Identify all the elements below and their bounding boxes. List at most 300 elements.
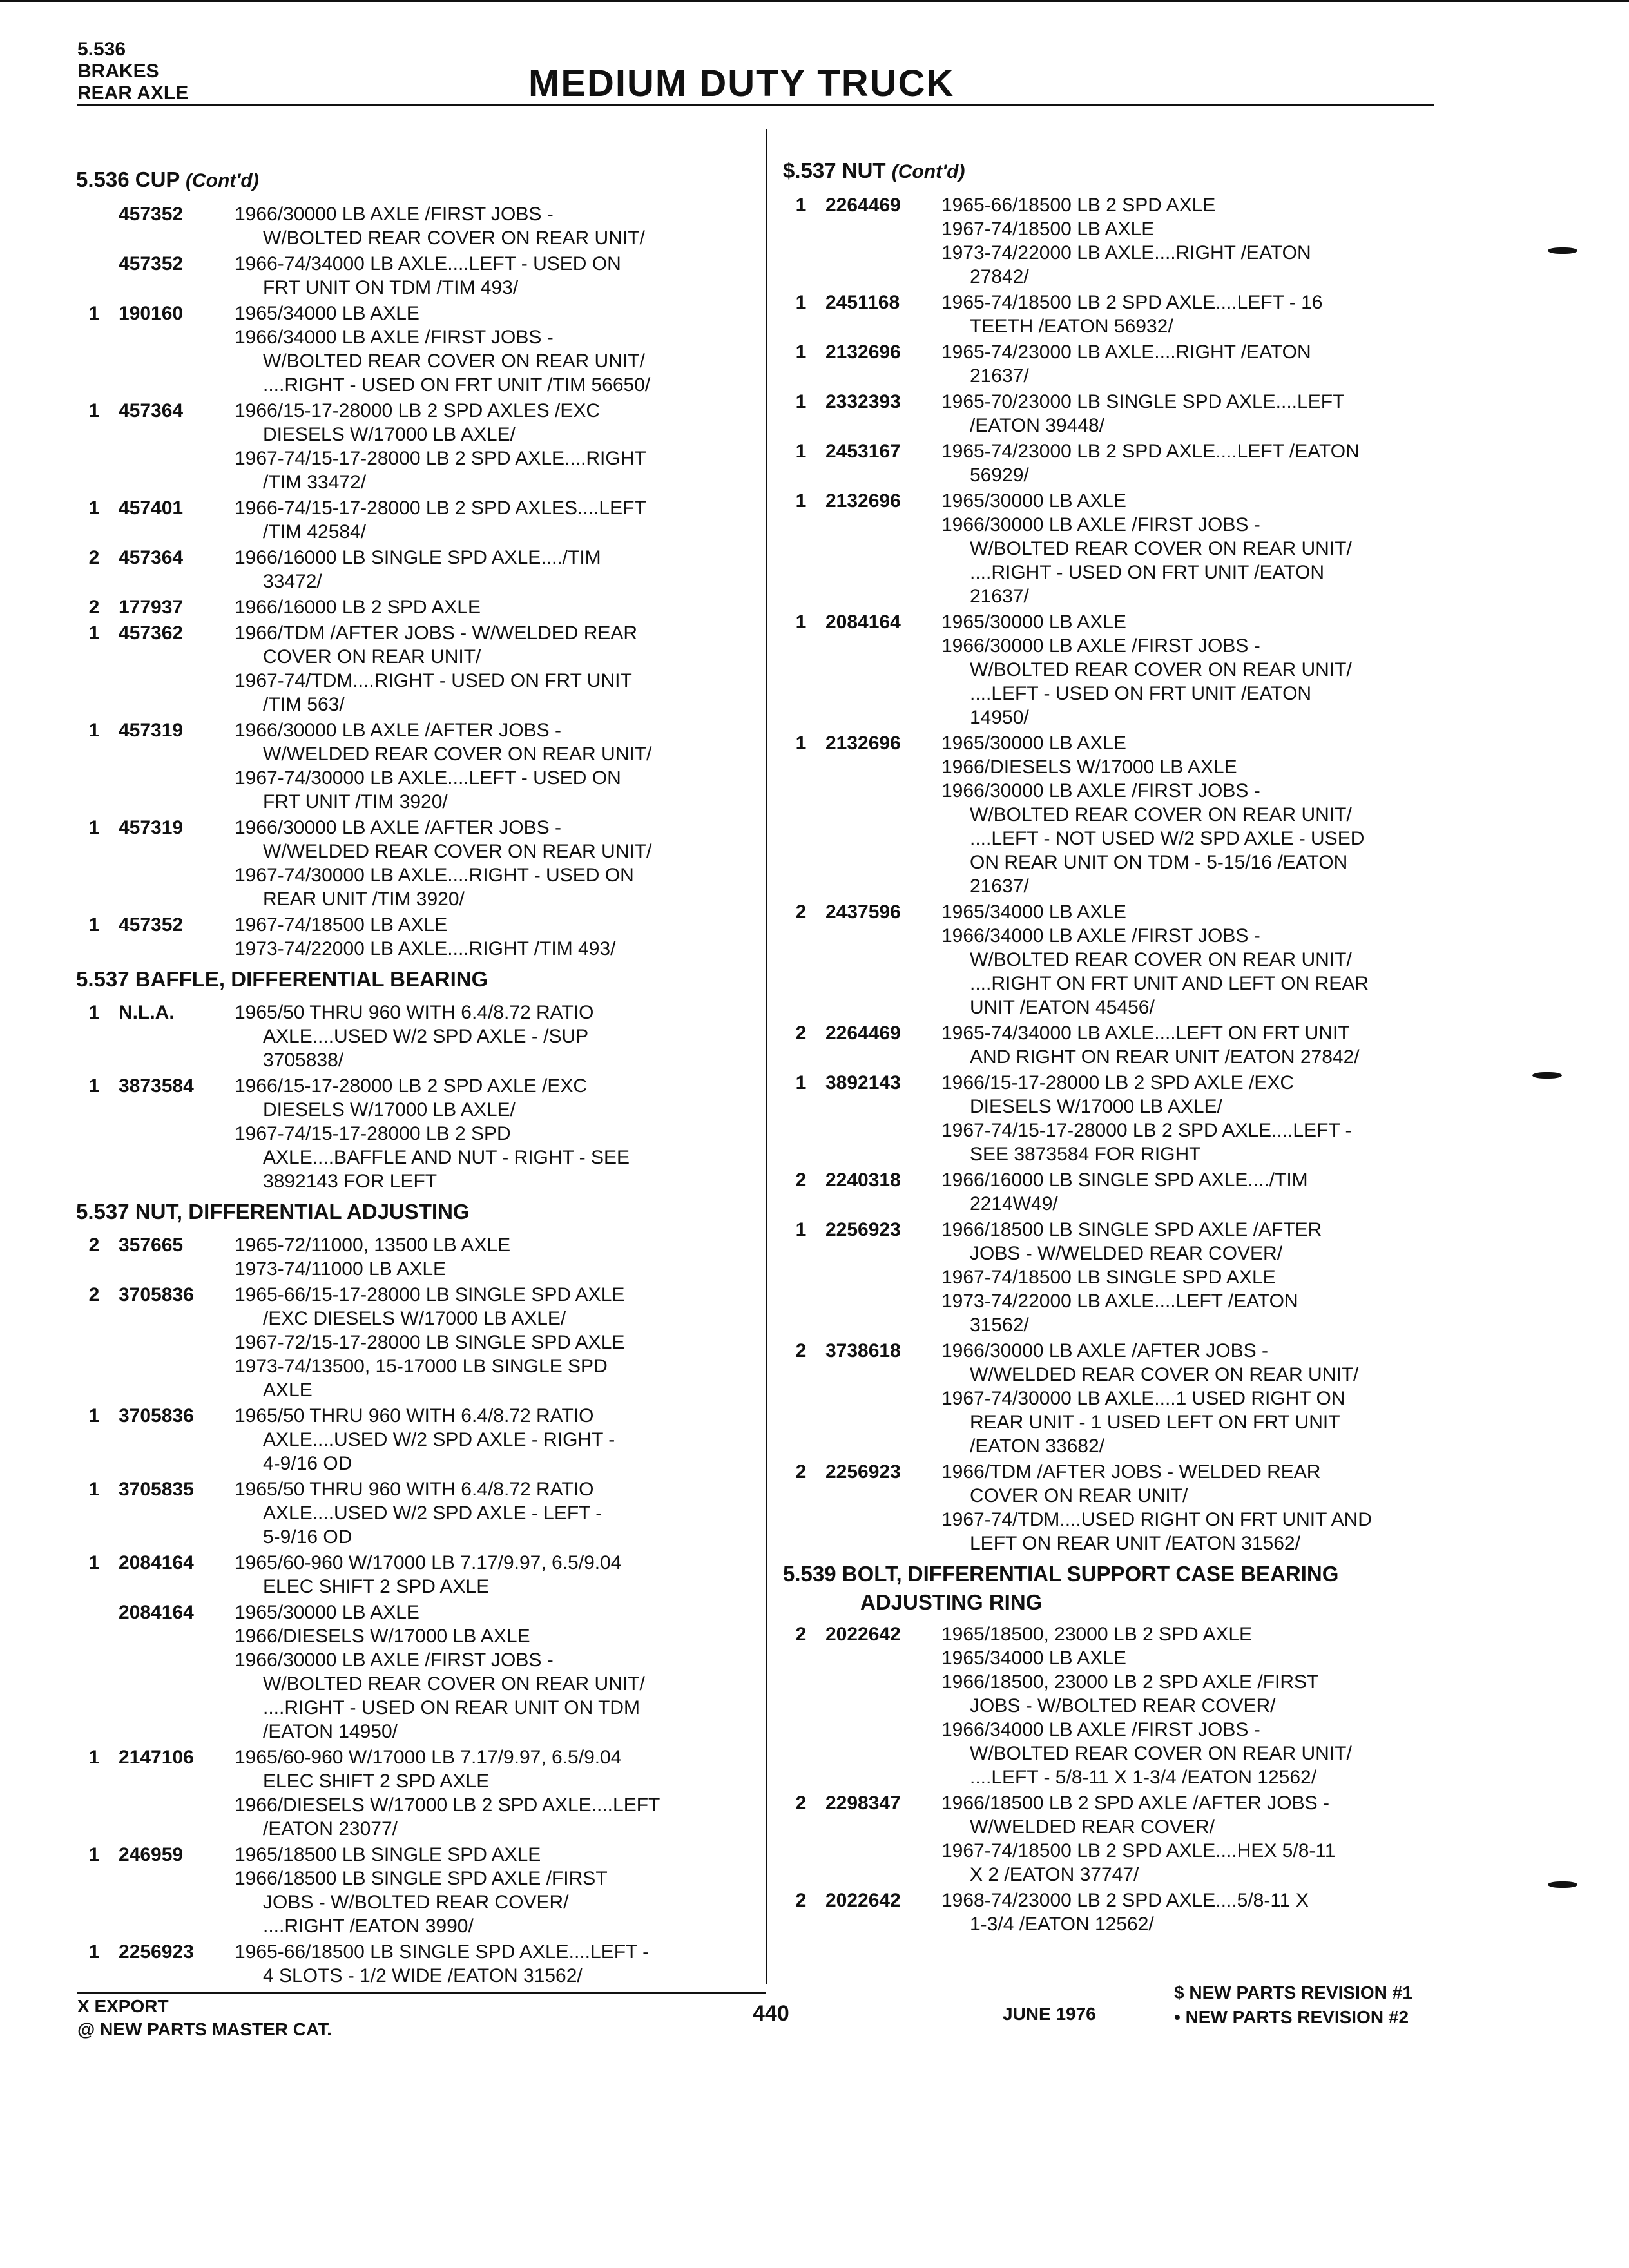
description-line: ....RIGHT ON FRT UNIT AND LEFT ON REAR [970, 973, 1369, 994]
section-heading-text: 5.539 BOLT, DIFFERENTIAL SUPPORT CASE BEARING [783, 1562, 1339, 1586]
parts-entry [783, 900, 1460, 1019]
description-line: /EATON 14950/ [263, 1721, 398, 1742]
part-number: 3738618 [825, 1340, 901, 1361]
quantity: 1 [88, 622, 100, 644]
description-line: /EXC DIESELS W/17000 LB AXLE/ [263, 1308, 566, 1329]
quantity: 1 [88, 1552, 100, 1573]
part-description [235, 1745, 766, 1841]
quantity: 2 [795, 1340, 807, 1361]
part-description [941, 291, 1460, 338]
parts-entry [783, 610, 1460, 729]
part-number: N.L.A. [119, 1002, 175, 1023]
description-line: 2214W49/ [970, 1193, 1058, 1215]
part-description [941, 1622, 1460, 1789]
part-description [941, 1791, 1460, 1887]
description-line: 1965/30000 LB AXLE [941, 733, 1126, 754]
description-line: 1966/16000 LB 2 SPD AXLE [235, 597, 481, 618]
section-heading [76, 1200, 766, 1224]
parts-entry [76, 1551, 766, 1599]
description-line: 3892143 FOR LEFT [263, 1171, 438, 1192]
quantity: 1 [88, 1075, 100, 1097]
description-line: 1965/30000 LB AXLE [235, 1602, 419, 1623]
parts-entry [76, 1233, 766, 1281]
part-description [235, 496, 766, 544]
description-line: W/WELDED REAR COVER/ [970, 1816, 1215, 1838]
description-line: 1966/18500 LB SINGLE SPD AXLE /FIRST [235, 1868, 608, 1889]
header-rule [77, 104, 1434, 106]
description-line: 1967-74/15-17-28000 LB 2 SPD AXLE....LEFT - [941, 1120, 1352, 1141]
description-line: AXLE....USED W/2 SPD AXLE - LEFT - [263, 1503, 602, 1524]
description-line: 1967-74/18500 LB AXLE [941, 218, 1155, 240]
description-line: 1966/15-17-28000 LB 2 SPD AXLE /EXC [235, 1075, 588, 1097]
revision-change-mark [1548, 1881, 1577, 1888]
description-line: 1966/30000 LB AXLE /AFTER JOBS - [941, 1340, 1268, 1361]
part-number: 457364 [119, 547, 184, 568]
revision-change-mark [1548, 247, 1577, 254]
description-line: ....LEFT - NOT USED W/2 SPD AXLE - USED [970, 828, 1365, 849]
part-description [235, 1074, 766, 1193]
description-line: COVER ON REAR UNIT/ [263, 646, 481, 668]
description-line: 1965/34000 LB AXLE [941, 901, 1126, 923]
description-line: 1965/30000 LB AXLE [941, 490, 1126, 512]
description-line: 1973-74/22000 LB AXLE....LEFT /EATON [941, 1291, 1298, 1312]
parts-entry [76, 1074, 766, 1193]
description-line: TEETH /EATON 56932/ [970, 316, 1173, 337]
quantity: 2 [795, 1624, 807, 1645]
part-number: 457362 [119, 622, 184, 644]
part-number: 2332393 [825, 391, 901, 412]
parts-entry [783, 390, 1460, 437]
description-line: 3705838/ [263, 1050, 344, 1071]
description-line: ....LEFT - USED ON FRT UNIT /EATON [970, 683, 1312, 704]
parts-entry [76, 1283, 766, 1402]
description-line: 1965-66/18500 LB 2 SPD AXLE [941, 195, 1216, 216]
part-number: 457352 [119, 253, 184, 274]
part-number: 457319 [119, 720, 184, 741]
parts-entry [783, 291, 1460, 338]
description-line: 1966/30000 LB AXLE /AFTER JOBS - [235, 817, 561, 838]
description-line: ....RIGHT /EATON 3990/ [263, 1916, 474, 1937]
quantity: 1 [88, 1405, 100, 1427]
parts-entry [783, 1622, 1460, 1789]
description-line: X 2 /EATON 37747/ [970, 1864, 1139, 1885]
quantity: 1 [795, 341, 807, 363]
part-number: 457352 [119, 204, 184, 225]
description-line: W/WELDED REAR COVER ON REAR UNIT/ [970, 1364, 1359, 1385]
description-line: 56929/ [970, 465, 1029, 486]
part-description [235, 302, 766, 397]
description-line: 1966-74/34000 LB AXLE....LEFT - USED ON [235, 253, 621, 274]
part-description [941, 1218, 1460, 1337]
description-line: DIESELS W/17000 LB AXLE/ [970, 1096, 1222, 1117]
part-description [235, 1283, 766, 1402]
parts-entry [76, 1001, 766, 1072]
part-description [235, 399, 766, 494]
description-line: 1965/50 THRU 960 WITH 6.4/8.72 RATIO [235, 1479, 594, 1500]
description-line: 1966/30000 LB AXLE /AFTER JOBS - [235, 720, 561, 741]
description-line: 1966/30000 LB AXLE /FIRST JOBS - [235, 204, 554, 225]
quantity: 1 [88, 1747, 100, 1768]
quantity: 2 [88, 547, 100, 568]
part-description [235, 1001, 766, 1072]
parts-entry [76, 1843, 766, 1938]
description-line: W/BOLTED REAR COVER ON REAR UNIT/ [263, 1673, 645, 1695]
description-line: ....RIGHT - USED ON REAR UNIT ON TDM [263, 1697, 641, 1718]
part-number: 457319 [119, 817, 184, 838]
description-line: 1967-74/15-17-28000 LB 2 SPD AXLE....RIGHT [235, 448, 646, 469]
part-description [235, 1233, 766, 1281]
section-heading [76, 967, 766, 992]
part-description [941, 610, 1460, 729]
part-description [235, 913, 766, 961]
description-line: LEFT ON REAR UNIT /EATON 31562/ [970, 1533, 1300, 1554]
description-line: 1965-74/23000 LB AXLE....RIGHT /EATON [941, 341, 1311, 363]
description-line: /TIM 563/ [263, 694, 345, 715]
description-line: 1965-74/34000 LB AXLE....LEFT ON FRT UNIT [941, 1023, 1350, 1044]
parts-entry [783, 1460, 1460, 1555]
part-description [941, 900, 1460, 1019]
parts-entry [76, 302, 766, 397]
part-number: 2256923 [825, 1461, 901, 1483]
description-line: 1966/18500 LB SINGLE SPD AXLE /AFTER [941, 1219, 1322, 1240]
quantity: 2 [88, 1284, 100, 1305]
description-line: AXLE....USED W/2 SPD AXLE - RIGHT - [263, 1429, 615, 1450]
quantity: 1 [795, 292, 807, 313]
parts-entry [783, 1791, 1460, 1887]
description-line: 1966/34000 LB AXLE /FIRST JOBS - [235, 327, 554, 348]
part-number: 2084164 [119, 1552, 194, 1573]
part-description [235, 1404, 766, 1475]
page-number: 440 [753, 2001, 789, 2026]
part-number: 177937 [119, 597, 184, 618]
description-line: AXLE [263, 1379, 313, 1401]
top-rule [0, 0, 1629, 2]
part-description [235, 1551, 766, 1599]
quantity: 2 [795, 1461, 807, 1483]
description-line: 1965/34000 LB AXLE [941, 1648, 1126, 1669]
parts-entry [76, 1600, 766, 1744]
description-line: JOBS - W/WELDED REAR COVER/ [970, 1243, 1283, 1264]
description-line: 1968-74/23000 LB 2 SPD AXLE....5/8-11 X [941, 1890, 1309, 1911]
description-line: FRT UNIT ON TDM /TIM 493/ [263, 277, 519, 298]
description-line: ON REAR UNIT ON TDM - 5-15/16 /EATON [970, 852, 1348, 873]
part-description [941, 390, 1460, 437]
description-line: 1965/34000 LB AXLE [235, 303, 419, 324]
description-line: 1966/TDM /AFTER JOBS - WELDED REAR [941, 1461, 1321, 1483]
parts-entry [76, 546, 766, 593]
description-line: W/BOLTED REAR COVER ON REAR UNIT/ [970, 659, 1352, 680]
description-line: /EATON 23077/ [263, 1818, 398, 1840]
header-section-number: 5.536 [77, 39, 126, 60]
part-description [235, 1843, 766, 1938]
header-section-info [77, 39, 188, 104]
description-line: 1965/18500 LB SINGLE SPD AXLE [235, 1844, 541, 1865]
part-description [235, 252, 766, 300]
description-line: 4-9/16 OD [263, 1453, 352, 1474]
section-heading [783, 1562, 1460, 1586]
quantity: 1 [88, 1479, 100, 1500]
description-line: 1965-74/18500 LB 2 SPD AXLE....LEFT - 16 [941, 292, 1323, 313]
quantity: 1 [795, 1072, 807, 1093]
parts-entry [76, 595, 766, 619]
description-line: 1966/DIESELS W/17000 LB AXLE [235, 1626, 530, 1647]
part-number: 190160 [119, 303, 184, 324]
description-line: 1965-72/11000, 13500 LB AXLE [235, 1235, 511, 1256]
description-line: 1966/16000 LB SINGLE SPD AXLE..../TIM [941, 1169, 1308, 1191]
description-line: 14950/ [970, 707, 1029, 728]
parts-entry [783, 1218, 1460, 1337]
parts-entry [76, 202, 766, 250]
part-number: 2084164 [119, 1602, 194, 1623]
description-line: ....LEFT - 5/8-11 X 1-3/4 /EATON 12562/ [970, 1767, 1317, 1788]
part-number: 2132696 [825, 490, 901, 512]
description-line: AXLE....USED W/2 SPD AXLE - /SUP [263, 1026, 589, 1047]
description-line: 1966/15-17-28000 LB 2 SPD AXLE /EXC [941, 1072, 1295, 1093]
description-line: 1965-66/15-17-28000 LB SINGLE SPD AXLE [235, 1284, 625, 1305]
part-number: 3705836 [119, 1284, 194, 1305]
description-line: 1973-74/13500, 15-17000 LB SINGLE SPD [235, 1356, 608, 1377]
description-line: 1965/60-960 W/17000 LB 7.17/9.97, 6.5/9.04 [235, 1747, 622, 1768]
parts-entry [783, 1071, 1460, 1166]
description-line: 1966/30000 LB AXLE /FIRST JOBS - [941, 514, 1260, 535]
part-number: 2084164 [825, 611, 901, 633]
parts-entry [76, 252, 766, 300]
parts-entry [76, 399, 766, 494]
quantity: 2 [795, 1890, 807, 1911]
description-line: JOBS - W/BOLTED REAR COVER/ [263, 1892, 569, 1913]
part-number: 3705836 [119, 1405, 194, 1427]
description-line: 1967-74/TDM....USED RIGHT ON FRT UNIT AND [941, 1509, 1372, 1530]
part-number: 357665 [119, 1235, 184, 1256]
section-heading-note: (Cont'd) [186, 170, 259, 191]
part-description [235, 621, 766, 716]
description-line: REAR UNIT /TIM 3920/ [263, 889, 465, 910]
quantity: 2 [795, 1792, 807, 1814]
parts-entry [783, 1888, 1460, 1936]
description-line: W/WELDED REAR COVER ON REAR UNIT/ [263, 744, 652, 765]
description-line: 21637/ [970, 586, 1029, 607]
parts-entry [783, 439, 1460, 487]
description-line: 1965/18500, 23000 LB 2 SPD AXLE [941, 1624, 1253, 1645]
part-description [941, 193, 1460, 289]
description-line: 1966/30000 LB AXLE /FIRST JOBS - [941, 780, 1260, 802]
description-line: 1-3/4 /EATON 12562/ [970, 1914, 1154, 1935]
description-line: AND RIGHT ON REAR UNIT /EATON 27842/ [970, 1046, 1360, 1068]
footer-legend-revision-2: • NEW PARTS REVISION #2 [1174, 2007, 1409, 2027]
column-divider [766, 129, 767, 1984]
parts-entry [76, 1745, 766, 1841]
quantity: 2 [795, 901, 807, 923]
part-number: 246959 [119, 1844, 184, 1865]
description-line: W/BOLTED REAR COVER ON REAR UNIT/ [970, 1743, 1352, 1764]
footer-rule [77, 1992, 766, 1994]
description-line: 1966/30000 LB AXLE /FIRST JOBS - [235, 1649, 554, 1671]
description-line: W/WELDED REAR COVER ON REAR UNIT/ [263, 841, 652, 862]
parts-entry [76, 1404, 766, 1475]
description-line: 21637/ [970, 365, 1029, 387]
quantity: 1 [88, 720, 100, 741]
description-line: W/BOLTED REAR COVER ON REAR UNIT/ [970, 949, 1352, 970]
description-line: 27842/ [970, 266, 1029, 287]
part-description [235, 202, 766, 250]
description-line: W/BOLTED REAR COVER ON REAR UNIT/ [970, 538, 1352, 559]
quantity: 1 [795, 391, 807, 412]
description-line: 1973-74/22000 LB AXLE....RIGHT /EATON [941, 242, 1311, 264]
description-line: JOBS - W/BOLTED REAR COVER/ [970, 1695, 1276, 1716]
part-description [235, 718, 766, 814]
quantity: 2 [88, 1235, 100, 1256]
description-line: AXLE....BAFFLE AND NUT - RIGHT - SEE [263, 1147, 630, 1168]
description-line: 1965/50 THRU 960 WITH 6.4/8.72 RATIO [235, 1002, 594, 1023]
quantity: 1 [88, 1941, 100, 1963]
description-line: 33472/ [263, 571, 322, 592]
description-line: SEE 3873584 FOR RIGHT [970, 1144, 1201, 1165]
description-line: 1966/DIESELS W/17000 LB 2 SPD AXLE....LEFT [235, 1794, 660, 1816]
quantity: 1 [795, 611, 807, 633]
parts-entry [76, 913, 766, 961]
parts-entry [76, 621, 766, 716]
quantity: 1 [795, 195, 807, 216]
section-heading-text: 5.536 CUP [76, 168, 180, 191]
parts-entry [783, 731, 1460, 898]
quantity: 1 [795, 490, 807, 512]
description-line: ELEC SHIFT 2 SPD AXLE [263, 1771, 490, 1792]
parts-entry [76, 496, 766, 544]
description-line: 1967-74/30000 LB AXLE....1 USED RIGHT ON [941, 1388, 1345, 1409]
description-line: 1967-74/18500 LB 2 SPD AXLE....HEX 5/8-11 [941, 1840, 1336, 1861]
parts-entry [76, 1477, 766, 1549]
part-number: 2453167 [825, 441, 901, 462]
part-number: 2264469 [825, 1023, 901, 1044]
footer-legend-left [77, 1995, 332, 2041]
description-line: 4 SLOTS - 1/2 WIDE /EATON 31562/ [263, 1965, 583, 1986]
section-heading [76, 168, 766, 193]
description-line: 1967-74/18500 LB SINGLE SPD AXLE [941, 1267, 1276, 1288]
section-heading [783, 159, 1460, 184]
description-line: DIESELS W/17000 LB AXLE/ [263, 424, 516, 445]
page-title: MEDIUM DUTY TRUCK [528, 62, 955, 104]
part-number: 2298347 [825, 1792, 901, 1814]
quantity: 1 [795, 441, 807, 462]
part-number: 3892143 [825, 1072, 901, 1093]
description-line: 1967-74/15-17-28000 LB 2 SPD [235, 1123, 511, 1144]
description-line: 1965/50 THRU 960 WITH 6.4/8.72 RATIO [235, 1405, 594, 1427]
footer-legend-master-cat: @ NEW PARTS MASTER CAT. [77, 2019, 332, 2039]
part-number: 457364 [119, 400, 184, 421]
part-description [941, 439, 1460, 487]
description-line: /TIM 33472/ [263, 472, 367, 493]
description-line: W/BOLTED REAR COVER ON REAR UNIT/ [970, 804, 1352, 825]
description-line: 1966/34000 LB AXLE /FIRST JOBS - [941, 925, 1260, 947]
header-subgroup: REAR AXLE [77, 82, 189, 104]
part-number: 457352 [119, 914, 184, 936]
part-description [235, 1600, 766, 1744]
part-description [235, 595, 766, 619]
part-description [941, 340, 1460, 388]
part-description [941, 731, 1460, 898]
description-line: 1967-74/18500 LB AXLE [235, 914, 448, 936]
footer-legend-revision-1: $ NEW PARTS REVISION #1 [1174, 1983, 1412, 2003]
description-line: UNIT /EATON 45456/ [970, 997, 1155, 1018]
part-description [235, 1940, 766, 1988]
description-line: FRT UNIT /TIM 3920/ [263, 791, 448, 812]
section-heading-note: (Cont'd) [891, 161, 965, 182]
part-description [941, 1888, 1460, 1936]
part-number: 2022642 [825, 1624, 901, 1645]
description-line: 1967-74/30000 LB AXLE....LEFT - USED ON [235, 767, 621, 789]
quantity: 1 [795, 1219, 807, 1240]
quantity: 1 [88, 400, 100, 421]
section-heading-continuation: ADJUSTING RING [860, 1590, 1043, 1614]
description-line: REAR UNIT - 1 USED LEFT ON FRT UNIT [970, 1412, 1340, 1433]
description-line: 1965-74/23000 LB 2 SPD AXLE....LEFT /EATON [941, 441, 1360, 462]
parts-entry [76, 718, 766, 814]
description-line: /TIM 42584/ [263, 521, 367, 543]
description-line: /EATON 33682/ [970, 1436, 1105, 1457]
section-heading-text: 5.537 NUT, DIFFERENTIAL ADJUSTING [76, 1200, 470, 1224]
publication-date: JUNE 1976 [1003, 2004, 1096, 2024]
description-line: 21637/ [970, 876, 1029, 897]
part-number: 2256923 [825, 1219, 901, 1240]
description-line: 1966-74/15-17-28000 LB 2 SPD AXLES....LEFT [235, 497, 646, 519]
description-line: W/BOLTED REAR COVER ON REAR UNIT/ [263, 227, 645, 249]
footer-legend-right [1174, 1981, 1412, 2030]
part-number: 457401 [119, 497, 184, 519]
left-column [76, 161, 766, 1990]
description-line: 1965-70/23000 LB SINGLE SPD AXLE....LEFT [941, 391, 1345, 412]
parts-entry [783, 340, 1460, 388]
description-line: 1966/34000 LB AXLE /FIRST JOBS - [941, 1719, 1260, 1740]
description-line: 1966/DIESELS W/17000 LB AXLE [941, 756, 1237, 778]
description-line: ELEC SHIFT 2 SPD AXLE [263, 1576, 490, 1597]
part-number: 2256923 [119, 1941, 194, 1963]
footer-legend-export: X EXPORT [77, 1996, 169, 2016]
quantity: 2 [88, 597, 100, 618]
part-description [235, 816, 766, 911]
parts-entry [783, 1021, 1460, 1069]
description-line: 1966/30000 LB AXLE /FIRST JOBS - [941, 635, 1260, 657]
part-number: 3705835 [119, 1479, 194, 1500]
quantity: 1 [88, 817, 100, 838]
part-description [235, 546, 766, 593]
description-line: 1973-74/22000 LB AXLE....RIGHT /TIM 493/ [235, 938, 616, 959]
part-number: 2132696 [825, 341, 901, 363]
description-line: 1973-74/11000 LB AXLE [235, 1258, 447, 1280]
description-line: DIESELS W/17000 LB AXLE/ [263, 1099, 516, 1120]
part-number: 2437596 [825, 901, 901, 923]
section-heading-text: 5.537 BAFFLE, DIFFERENTIAL BEARING [76, 967, 488, 991]
quantity: 1 [88, 497, 100, 519]
part-description [941, 1071, 1460, 1166]
part-number: 2022642 [825, 1890, 901, 1911]
quantity: 1 [88, 914, 100, 936]
part-description [941, 1021, 1460, 1069]
parts-entry [783, 193, 1460, 289]
parts-entry [76, 1940, 766, 1988]
description-line: 1965-66/18500 LB SINGLE SPD AXLE....LEFT - [235, 1941, 650, 1963]
quantity: 1 [88, 1002, 100, 1023]
description-line: 5-9/16 OD [263, 1526, 352, 1548]
revision-change-mark [1532, 1072, 1562, 1079]
description-line: 1966/16000 LB SINGLE SPD AXLE..../TIM [235, 547, 601, 568]
part-number: 2132696 [825, 733, 901, 754]
part-description [235, 1477, 766, 1549]
description-line: 1965/60-960 W/17000 LB 7.17/9.97, 6.5/9.04 [235, 1552, 622, 1573]
description-line: W/BOLTED REAR COVER ON REAR UNIT/ [263, 351, 645, 372]
quantity: 2 [795, 1023, 807, 1044]
part-number: 3873584 [119, 1075, 194, 1097]
part-description [941, 1460, 1460, 1555]
